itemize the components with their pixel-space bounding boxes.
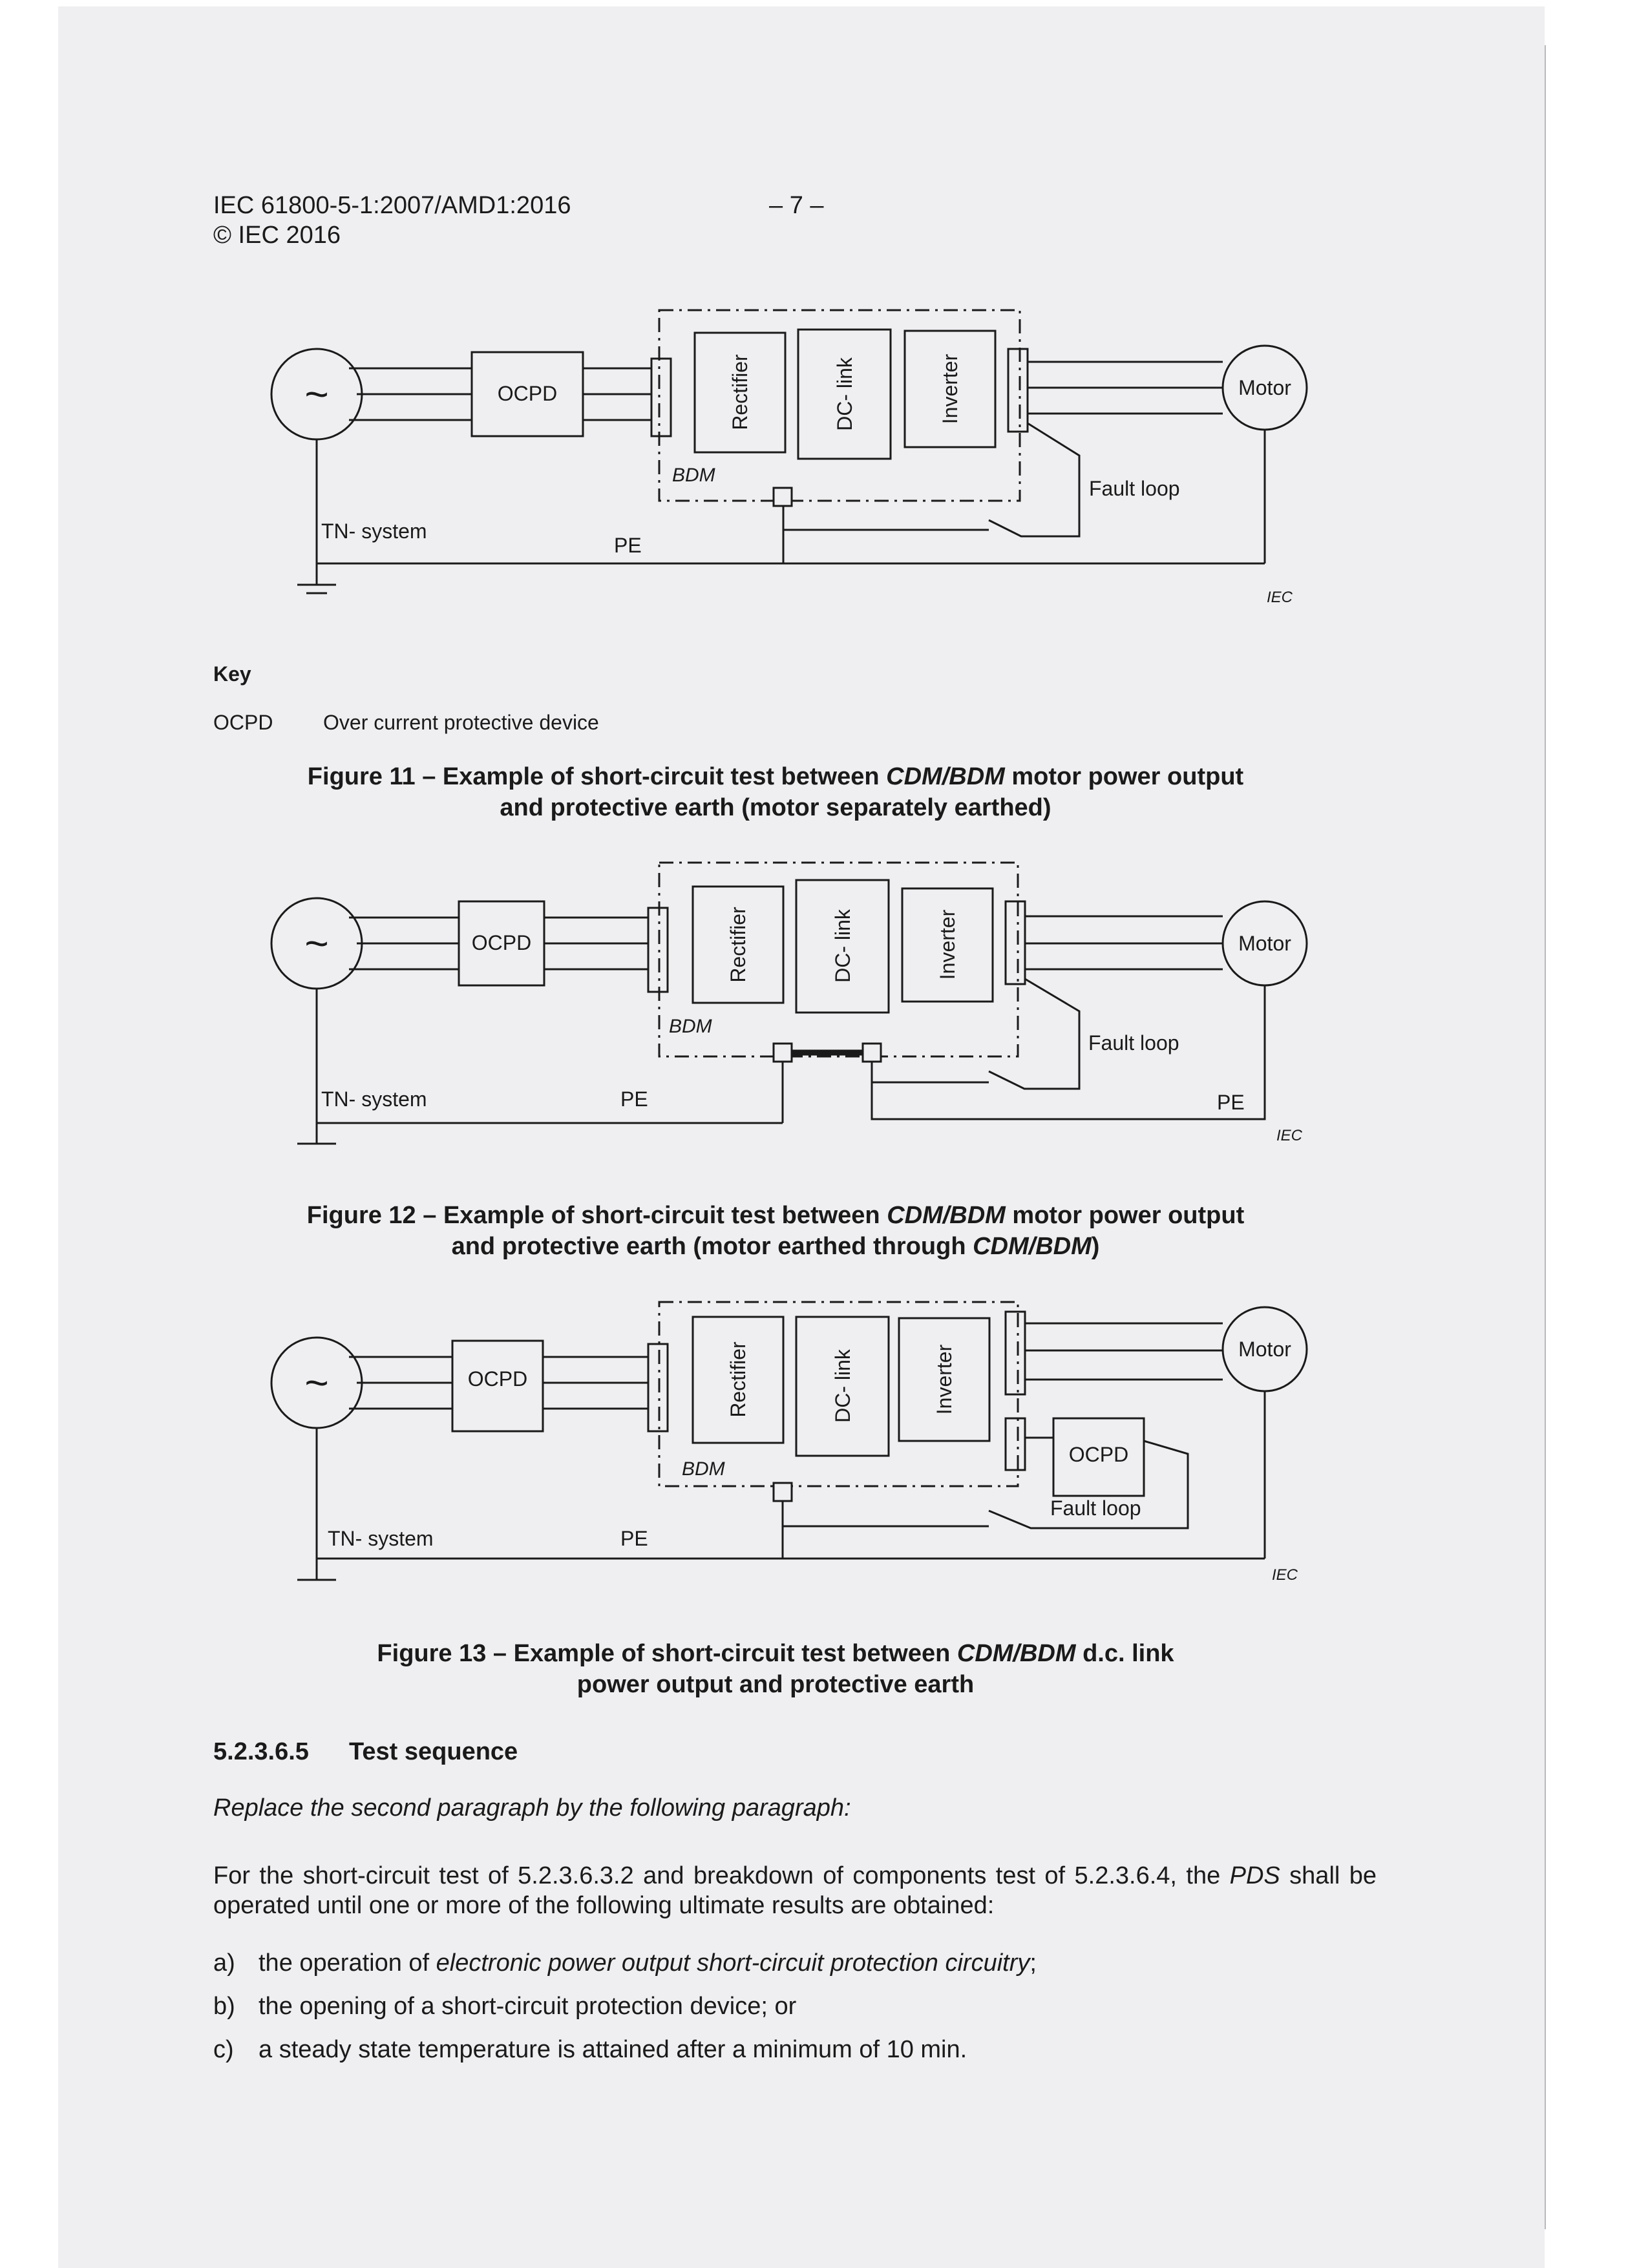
rectifier-label: Rectifier bbox=[728, 354, 752, 430]
earth-terminal bbox=[774, 1483, 792, 1501]
bdm-label: BDM bbox=[672, 465, 715, 486]
figure-11-caption bbox=[213, 761, 1338, 823]
bdm-label: BDM bbox=[682, 1458, 725, 1480]
list-item-text: ; bbox=[1030, 1949, 1037, 1977]
motor-label: Motor bbox=[1238, 376, 1291, 399]
rectifier-label: Rectifier bbox=[726, 907, 750, 983]
fault-loop-label: Fault loop bbox=[1088, 1031, 1179, 1055]
list-item bbox=[213, 1991, 796, 2021]
section-heading bbox=[213, 1738, 518, 1766]
tn-system-label: TN- system bbox=[321, 520, 427, 543]
ocpd-label: OCPD bbox=[467, 1367, 528, 1391]
tn-system-label: TN- system bbox=[328, 1527, 434, 1550]
dc-link-label: DC- link bbox=[833, 357, 856, 431]
dc-link-label: DC- link bbox=[831, 909, 854, 983]
section-number: 5.2.3.6.5 bbox=[213, 1738, 309, 1765]
key-heading: Key bbox=[213, 662, 251, 686]
caption-text: motor power output bbox=[1004, 763, 1244, 790]
output-terminal bbox=[1008, 349, 1028, 432]
ac-source-tilde: ~ bbox=[304, 1360, 329, 1406]
output-terminal bbox=[1006, 901, 1025, 984]
paragraph-text: For the short-circuit test of 5.2.3.6.3.2 and breakdown of components test of 5.2.3.6.4, the bbox=[213, 1862, 1230, 1889]
tn-system-label: TN- system bbox=[321, 1087, 427, 1111]
earth-terminal-right bbox=[863, 1044, 881, 1062]
ac-source-tilde: ~ bbox=[304, 371, 329, 417]
list-item-label: c) bbox=[213, 2036, 234, 2063]
input-terminal bbox=[648, 908, 668, 992]
dc-output-terminal bbox=[1006, 1418, 1025, 1470]
pe-label: PE bbox=[614, 534, 642, 557]
iec-mark: IEC bbox=[1272, 1566, 1298, 1584]
caption-text: Figure 13 – Example of short-circuit test between bbox=[377, 1640, 957, 1667]
caption-text: d.c. link bbox=[1075, 1640, 1174, 1667]
motor-label: Motor bbox=[1238, 932, 1291, 955]
copyright-notice: © IEC 2016 bbox=[213, 222, 341, 249]
caption-text: and protective earth (motor earthed through bbox=[451, 1233, 973, 1260]
paragraph-text: shall be operated until one or more of the following ultimate results are obtained: bbox=[213, 1862, 1377, 1919]
pe-label: PE bbox=[620, 1087, 648, 1111]
paragraph-emphasis: PDS bbox=[1229, 1862, 1280, 1889]
list-item-label: b) bbox=[213, 1993, 235, 2020]
pe-label: PE bbox=[620, 1527, 648, 1550]
key-term: OCPD bbox=[213, 711, 273, 734]
dc-link-label: DC- link bbox=[831, 1349, 854, 1423]
caption-emphasis: CDM/BDM bbox=[886, 763, 1005, 790]
figure-13-caption bbox=[213, 1638, 1338, 1700]
earth-terminal-left bbox=[774, 1044, 792, 1062]
rectifier-label: Rectifier bbox=[726, 1341, 750, 1418]
pe-label-motor: PE bbox=[1217, 1091, 1245, 1114]
iec-mark: IEC bbox=[1267, 589, 1293, 606]
inverter-label: Inverter bbox=[938, 353, 962, 425]
amendment-instruction: Replace the second paragraph by the following paragraph: bbox=[213, 1794, 851, 1822]
caption-text: and protective earth (motor separately earthed) bbox=[500, 794, 1051, 821]
list-item-text: the opening of a short-circuit protection device; or bbox=[259, 1993, 797, 2020]
fault-loop-label: Fault loop bbox=[1050, 1496, 1141, 1520]
inverter-label: Inverter bbox=[936, 909, 959, 980]
caption-text: Figure 11 – Example of short-circuit test between bbox=[307, 763, 887, 790]
ocpd-label: OCPD bbox=[471, 931, 532, 954]
ocpd-label-dc: OCPD bbox=[1068, 1443, 1129, 1466]
inverter-label: Inverter bbox=[933, 1344, 956, 1415]
caption-text: motor power output bbox=[1005, 1202, 1245, 1229]
input-terminal bbox=[648, 1344, 668, 1431]
figure-13-diagram bbox=[0, 1292, 1648, 1590]
list-item-emphasis: electronic power output short-circuit protection circuitry bbox=[436, 1949, 1030, 1977]
caption-text: Figure 12 – Example of short-circuit test between bbox=[306, 1202, 887, 1229]
list-item bbox=[213, 2035, 967, 2064]
output-terminal bbox=[1006, 1312, 1025, 1394]
list-item bbox=[213, 1948, 1037, 1978]
fault-loop-label: Fault loop bbox=[1089, 477, 1180, 500]
document-id: IEC 61800-5-1:2007/AMD1:2016 bbox=[213, 192, 571, 219]
caption-emphasis: CDM/BDM bbox=[956, 1640, 1076, 1667]
motor-label: Motor bbox=[1238, 1338, 1291, 1361]
figure-12-diagram bbox=[0, 853, 1648, 1150]
caption-emphasis: CDM/BDM bbox=[887, 1202, 1006, 1229]
list-item-text: a steady state temperature is attained after a minimum of 10 min. bbox=[259, 2036, 967, 2063]
caption-text: ) bbox=[1091, 1233, 1100, 1260]
list-item-text: the operation of bbox=[259, 1949, 436, 1977]
caption-text: power output and protective earth bbox=[576, 1671, 975, 1698]
section-title: Test sequence bbox=[349, 1738, 518, 1765]
list-item-label: a) bbox=[213, 1949, 235, 1977]
iec-mark: IEC bbox=[1276, 1127, 1303, 1144]
caption-emphasis: CDM/BDM bbox=[973, 1233, 1092, 1260]
figure-11-diagram bbox=[0, 304, 1648, 614]
input-terminal bbox=[651, 359, 671, 436]
figure-12-caption bbox=[213, 1200, 1338, 1262]
body-paragraph bbox=[213, 1861, 1377, 1920]
page-number: – 7 – bbox=[769, 192, 824, 219]
earth-terminal bbox=[774, 488, 792, 506]
ac-source-tilde: ~ bbox=[304, 920, 329, 967]
ocpd-label: OCPD bbox=[497, 382, 558, 405]
key-entry bbox=[213, 711, 599, 735]
key-definition: Over current protective device bbox=[323, 711, 599, 734]
bdm-label: BDM bbox=[669, 1016, 712, 1037]
